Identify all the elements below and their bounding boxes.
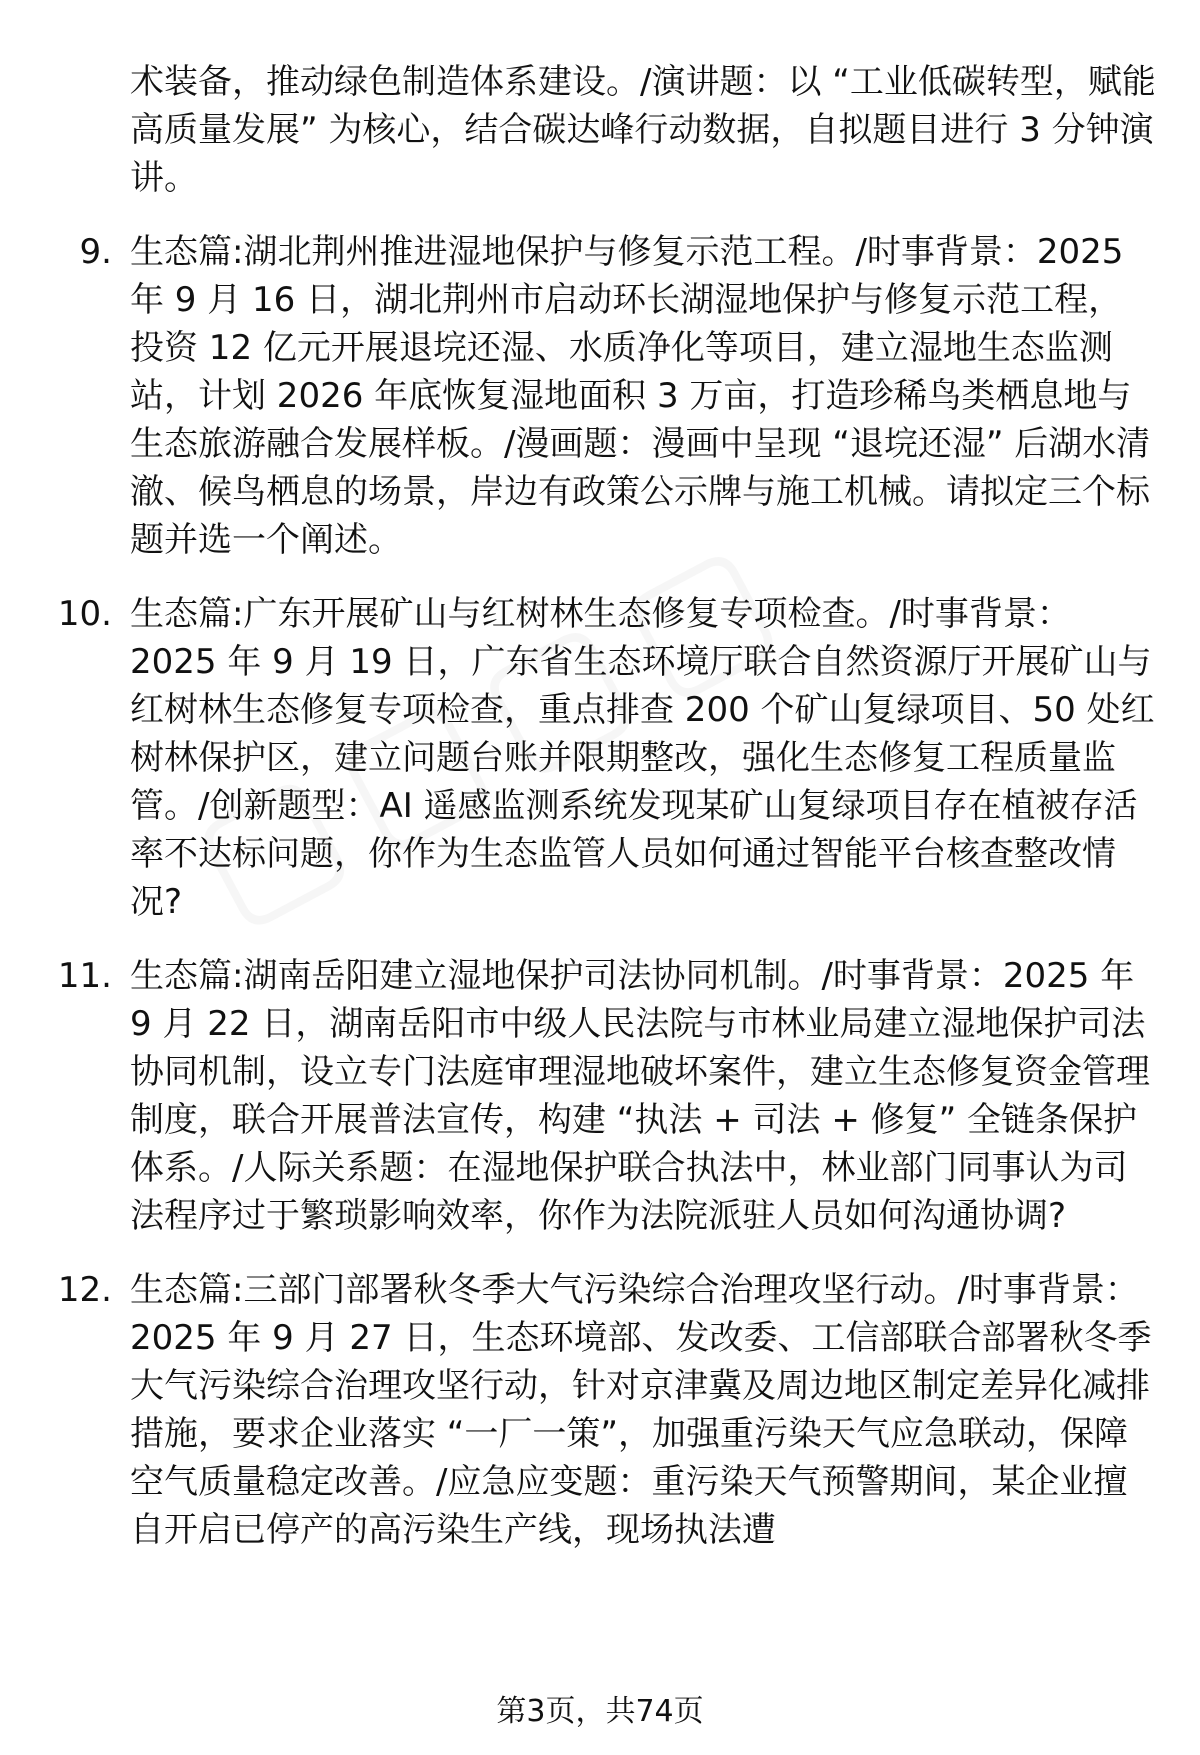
continuation-paragraph: 术装备，推动绿色制造体系建设。/演讲题：以 “工业低碳转型，赋能高质量发展” 为核心，结合碳达峰行动数据，自拟题目进行 3 分钟演讲。: [130, 62, 1156, 198]
page-footer: 第3页，共74页: [496, 1694, 704, 1729]
list-item-12: [0, 1266, 1200, 1554]
item-number: 12.: [57, 1270, 112, 1310]
item-text: 生态篇:广东开展矿山与红树林生态修复专项检查。/时事背景：2025 年 9 月 19 日，广东省生态环境厅联合自然资源厅开展矿山与红树林生态修复专项检查，重点排查 200 个矿山复绿项目、50 处红树林保护区，建立问题台账并限期整改，强化生态修复工程质量监管。/创新题型：AI 遥感监测系统发现某矿山复绿项目存在植被存活率不达标问题，你作为生态监管人员如何通过智能平台核查整改情况?: [130, 594, 1155, 922]
item-number: 10.: [57, 594, 112, 634]
item-text: 生态篇:三部门部署秋冬季大气污染综合治理攻坚行动。/时事背景：2025 年 9 月 27 日，生态环境部、发改委、工信部联合部署秋冬季大气污染综合治理攻坚行动，针对京津冀及周边地区制定差异化减排措施，要求企业落实 “一厂一策”，加强重污染天气应急联动，保障空气质量稳定改善。/应急应变题：重污染天气预警期间，某企业擅自开启已停产的高污染生产线，现场执法遭: [130, 1270, 1152, 1550]
item-number: 11.: [57, 956, 112, 996]
list-item-9: [0, 228, 1200, 564]
list-item-11: [0, 952, 1200, 1240]
item-number: 9.: [79, 232, 112, 272]
page-content: [0, 58, 1200, 1554]
list-item-10: [0, 590, 1200, 926]
item-text: 生态篇:湖南岳阳建立湿地保护司法协同机制。/时事背景：2025 年 9 月 22 日，湖南岳阳市中级人民法院与市林业局建立湿地保护司法协同机制，设立专门法庭审理湿地破坏案件，建立生态修复资金管理制度，联合开展普法宣传，构建 “执法 + 司法 + 修复” 全链条保护体系。/人际关系题：在湿地保护联合执法中，林业部门同事认为司法程序过于繁琐影响效率，你作为法院派驻人员如何沟通协调?: [130, 956, 1150, 1236]
item-text: 生态篇:湖北荆州推进湿地保护与修复示范工程。/时事背景：2025 年 9 月 16 日，湖北荆州市启动环长湖湿地保护与修复示范工程，投资 12 亿元开展退垸还湿、水质净化等项目，建立湿地生态监测站，计划 2026 年底恢复湿地面积 3 万亩，打造珍稀鸟类栖息地与生态旅游融合发展样板。/漫画题：漫画中呈现 “退垸还湿” 后湖水清澈、候鸟栖息的场景，岸边有政策公示牌与施工机械。请拟定三个标题并选一个阐述。: [130, 232, 1151, 560]
